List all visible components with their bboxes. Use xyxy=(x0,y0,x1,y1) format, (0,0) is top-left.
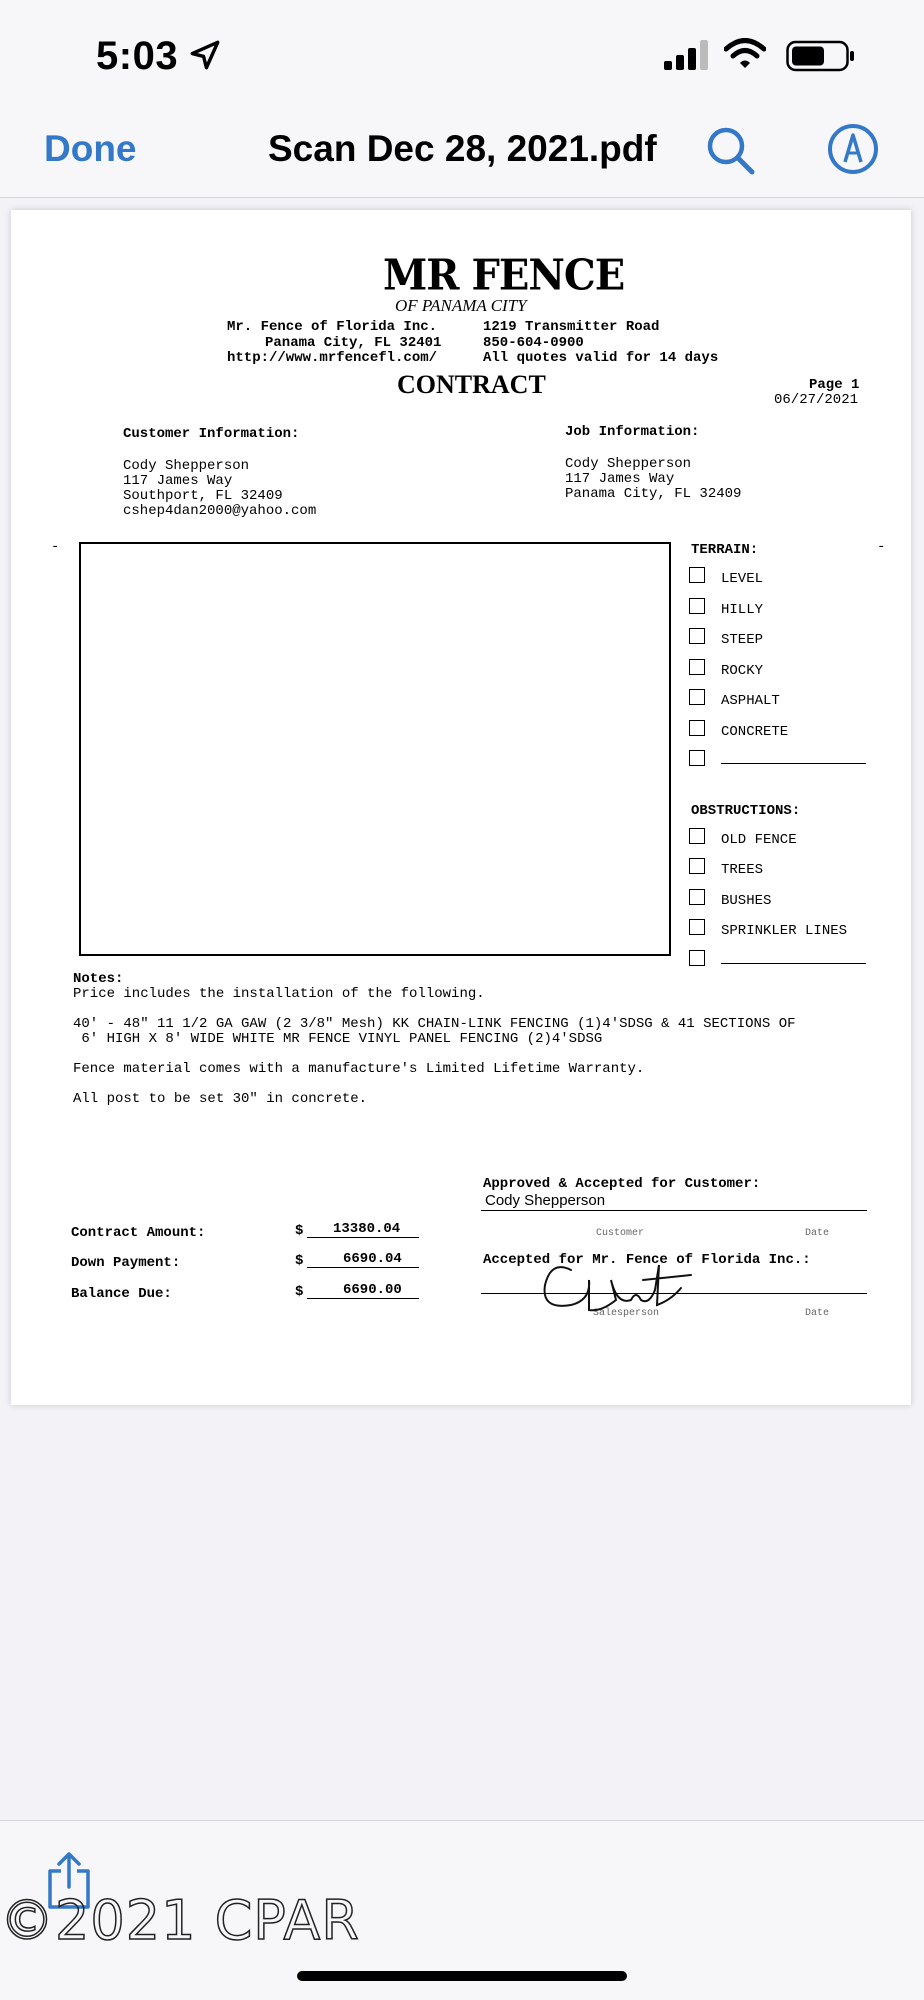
contract-title: CONTRACT xyxy=(397,370,546,399)
margin-dash: - xyxy=(877,539,886,555)
document-page xyxy=(11,210,911,1405)
obstruction-option-old-fence: OLD FENCE xyxy=(721,832,797,848)
notes-item-line-2: 6' HIGH X 8' WIDE WHITE MR FENCE VINYL PANEL FENCING (2)4'SDSG xyxy=(73,1031,603,1047)
customer-date-line xyxy=(769,1210,867,1211)
copyright-watermark: ©2021 CPAR xyxy=(0,1889,360,1952)
quote-validity: All quotes valid for 14 days xyxy=(483,350,719,366)
company-logo-subtitle: OF PANAMA CITY xyxy=(395,296,527,315)
nav-bar xyxy=(0,110,924,198)
battery-icon xyxy=(786,40,856,72)
down-payment-label: Down Payment: xyxy=(71,1255,181,1271)
contract-amount-value: 13380.04 xyxy=(333,1221,401,1237)
company-url: http://www.mrfencefl.com/ xyxy=(227,350,438,366)
customer-date-caption: Date xyxy=(805,1228,830,1239)
status-bar xyxy=(0,0,924,110)
balance-due-value: 6690.00 xyxy=(343,1282,402,1298)
page-number: Page 1 xyxy=(809,377,860,393)
terrain-option-asphalt: ASPHALT xyxy=(721,693,780,709)
terrain-option-steep: STEEP xyxy=(721,632,764,648)
customer-city: Southport, FL 32409 xyxy=(123,488,283,504)
obstruction-checkbox[interactable] xyxy=(689,889,705,905)
sketch-area xyxy=(79,542,671,956)
notes-intro: Price includes the installation of the following. xyxy=(73,986,485,1002)
balance-due-line xyxy=(307,1298,419,1299)
contract-amount-currency: $ xyxy=(295,1223,304,1239)
terrain-checkbox[interactable] xyxy=(689,567,705,583)
contract-date: 06/27/2021 xyxy=(774,392,859,408)
terrain-checkbox[interactable] xyxy=(689,598,705,614)
terrain-checkbox[interactable] xyxy=(689,659,705,675)
company-date-line xyxy=(769,1293,867,1294)
terrain-other-line xyxy=(721,763,866,764)
terrain-checkbox[interactable] xyxy=(689,689,705,705)
obstruction-checkbox[interactable] xyxy=(689,858,705,874)
search-icon[interactable] xyxy=(704,124,758,178)
obstruction-checkbox[interactable] xyxy=(689,919,705,935)
markup-pen-icon[interactable] xyxy=(826,122,880,176)
document-title: Scan Dec 28, 2021.pdf xyxy=(268,128,657,169)
salesperson-signature-scribble xyxy=(531,1250,701,1320)
job-city: Panama City, FL 32409 xyxy=(565,486,742,502)
customer-signature-line xyxy=(481,1210,771,1211)
obstruction-other-line xyxy=(721,963,866,964)
down-payment-currency: $ xyxy=(295,1253,304,1269)
job-name: Cody Shepperson xyxy=(565,456,692,472)
down-payment-value: 6690.04 xyxy=(343,1251,402,1267)
company-city: Panama City, FL 32401 xyxy=(265,335,442,351)
contract-amount-label: Contract Amount: xyxy=(71,1225,206,1241)
obstruction-checkbox[interactable] xyxy=(689,828,705,844)
obstruction-option-trees: TREES xyxy=(721,862,764,878)
notes-posts: All post to be set 30" in concrete. xyxy=(73,1091,368,1107)
customer-email: cshep4dan2000@yahoo.com xyxy=(123,503,317,519)
customer-street: 117 James Way xyxy=(123,473,233,489)
terrain-checkbox[interactable] xyxy=(689,628,705,644)
obstruction-checkbox-other[interactable] xyxy=(689,950,705,966)
home-indicator[interactable] xyxy=(297,1971,627,1981)
company-address: 1219 Transmitter Road xyxy=(483,319,660,335)
company-date-caption: Date xyxy=(805,1308,830,1319)
obstruction-option-sprinkler-lines: SPRINKLER LINES xyxy=(721,923,848,939)
down-payment-line xyxy=(307,1267,419,1268)
notes-heading: Notes: xyxy=(73,971,124,987)
bottom-toolbar xyxy=(0,1820,924,2000)
notes-warranty: Fence material comes with a manufacture's Limited Lifetime Warranty. xyxy=(73,1061,645,1077)
balance-due-label: Balance Due: xyxy=(71,1286,172,1302)
balance-due-currency: $ xyxy=(295,1284,304,1300)
margin-dash: - xyxy=(51,539,60,555)
job-info-heading: Job Information: xyxy=(565,424,700,440)
salesperson-caption: Salesperson xyxy=(593,1308,660,1319)
location-arrow-icon xyxy=(188,38,222,72)
company-phone: 850-604-0900 xyxy=(483,335,584,351)
customer-name: Cody Shepperson xyxy=(123,458,250,474)
company-name: Mr. Fence of Florida Inc. xyxy=(227,319,438,335)
terrain-option-concrete: CONCRETE xyxy=(721,724,789,740)
customer-caption: Customer xyxy=(596,1228,645,1239)
terrain-option-rocky: ROCKY xyxy=(721,663,764,679)
wifi-icon xyxy=(724,38,766,70)
status-time: 5:03 xyxy=(96,34,179,78)
terrain-checkbox[interactable] xyxy=(689,720,705,736)
customer-info-heading: Customer Information: xyxy=(123,426,300,442)
company-approval-heading: Accepted for Mr. Fence of Florida Inc.: xyxy=(483,1252,811,1268)
customer-signature: Cody Shepperson xyxy=(485,1192,606,1209)
job-street: 117 James Way xyxy=(565,471,675,487)
contract-amount-line xyxy=(307,1237,419,1238)
obstructions-heading: OBSTRUCTIONS: xyxy=(691,803,801,819)
cellular-signal-icon xyxy=(664,40,708,70)
done-button[interactable]: Done xyxy=(44,128,137,169)
obstruction-option-bushes: BUSHES xyxy=(721,893,772,909)
company-logo: MR FENCE xyxy=(383,250,625,301)
customer-approval-heading: Approved & Accepted for Customer: xyxy=(483,1176,761,1192)
terrain-option-hilly: HILLY xyxy=(721,602,764,618)
terrain-option-level: LEVEL xyxy=(721,571,764,587)
notes-item-line-1: 40' - 48" 11 1/2 GA GAW (2 3/8" Mesh) KK CHAIN-LINK FENCING (1)4'SDSG & 41 SECTIONS OF xyxy=(73,1016,796,1032)
terrain-checkbox-other[interactable] xyxy=(689,750,705,766)
terrain-heading: TERRAIN: xyxy=(691,542,759,558)
